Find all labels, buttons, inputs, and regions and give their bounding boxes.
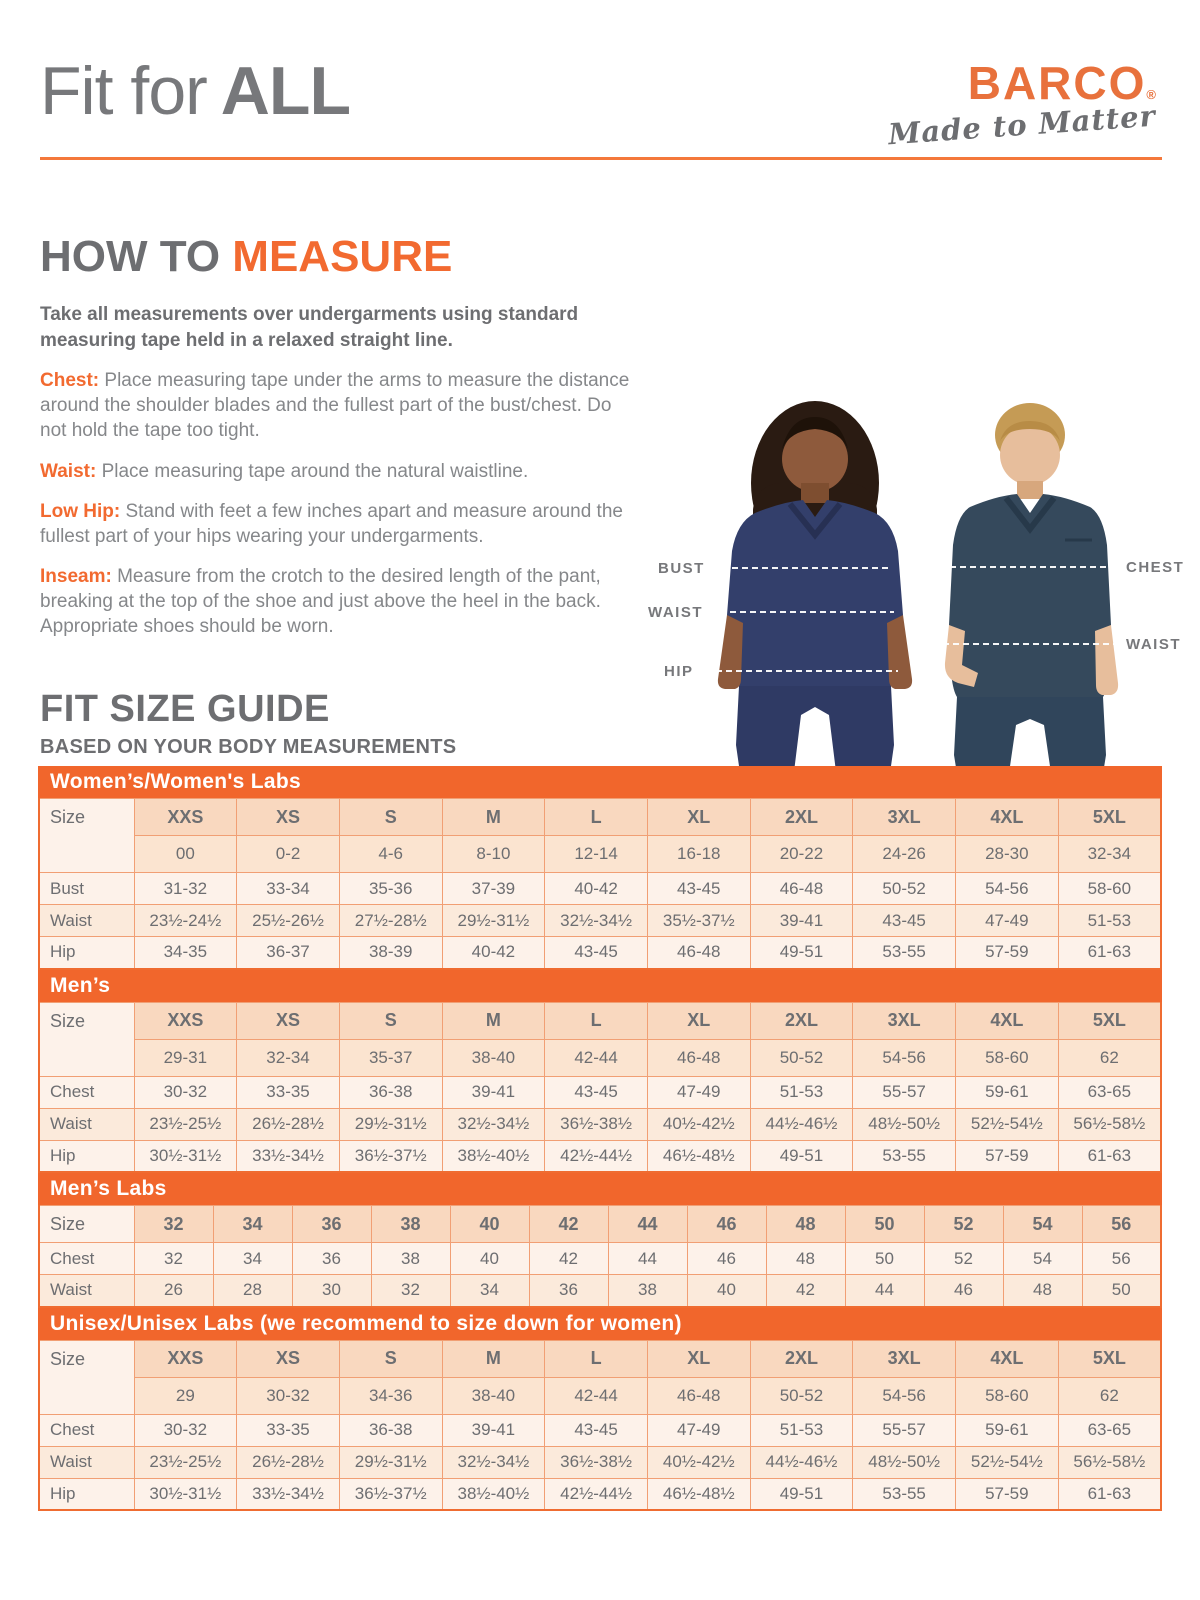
size-cell: 40½-42½ [647,1108,750,1140]
column-header: L [545,1340,648,1377]
row-label: Waist [39,905,134,937]
column-header: 42 [529,1206,608,1243]
table-row [39,1140,1161,1172]
table-banner: Unisex/Unisex Labs (we recommend to size down for women) [38,1308,1162,1340]
size-cell: 40 [687,1275,766,1307]
column-header: 5XL [1058,1002,1161,1039]
size-cell: 49-51 [750,937,853,969]
chest-label: CHEST [1126,559,1185,576]
size-cell: 49-51 [750,1478,853,1510]
column-header: XXS [134,1340,237,1377]
size-cell: 48 [766,1243,845,1275]
man-face [1000,425,1060,485]
column-header: 3XL [853,1002,956,1039]
man-right-forearm [1095,625,1118,695]
row-label-header: Size [39,799,134,873]
measure-item-inseam-text: Measure from the crotch to the desired length of the pant, breaking at the top of the shoe and just above the heel in the back. Appropriate shoes should be worn. [40,565,601,637]
sub-size-cell: 29 [134,1377,237,1414]
size-cell: 46-48 [647,937,750,969]
column-header: M [442,1340,545,1377]
size-cell: 36-37 [237,937,340,969]
size-cell: 33-35 [237,1076,340,1108]
sub-size-cell: 12-14 [545,836,648,873]
size-cell: 57-59 [956,1478,1059,1510]
size-cell: 53-55 [853,937,956,969]
sub-size-cell: 42-44 [545,1039,648,1076]
column-header: 5XL [1058,1340,1161,1377]
size-cell: 32½-34½ [442,1108,545,1140]
measure-item-waist-text: Place measuring tape around the natural waistline. [96,460,529,482]
size-cell: 58-60 [1058,873,1161,905]
size-cell: 40-42 [545,873,648,905]
sub-size-cell: 0-2 [237,836,340,873]
size-table-0 [38,766,1162,970]
size-cell: 47-49 [647,1076,750,1108]
column-header: 36 [292,1206,371,1243]
row-label: Bust [39,873,134,905]
woman-waist-label: WAIST [648,604,703,621]
size-cell: 53-55 [853,1478,956,1510]
column-header: L [545,1002,648,1039]
column-header: XS [237,1340,340,1377]
size-cell: 23½-25½ [134,1108,237,1140]
man-waist-label: WAIST [1126,636,1181,653]
size-cell: 43-45 [545,1076,648,1108]
sub-size-cell: 46-48 [647,1377,750,1414]
size-cell: 44½-46½ [750,1446,853,1478]
size-cell: 44½-46½ [750,1108,853,1140]
column-header: 44 [608,1206,687,1243]
size-cell: 30½-31½ [134,1140,237,1172]
size-cell: 51-53 [1058,905,1161,937]
size-cell: 43-45 [647,873,750,905]
row-label: Waist [39,1446,134,1478]
measure-item-waist-label: Waist: [40,460,97,482]
sub-size-cell: 54-56 [853,1377,956,1414]
row-label: Chest [39,1076,134,1108]
column-header: 52 [924,1206,1003,1243]
size-cell: 56½-58½ [1058,1446,1161,1478]
size-cell: 29½-31½ [442,905,545,937]
column-header: 34 [213,1206,292,1243]
size-cell: 43-45 [853,905,956,937]
row-label: Chest [39,1414,134,1446]
size-cell: 63-65 [1058,1076,1161,1108]
man-neck [1017,481,1043,499]
size-cell: 38 [608,1275,687,1307]
how-to-measure-title-gray: HOW TO [40,232,233,281]
size-cell: 37-39 [442,873,545,905]
sub-size-cell: 54-56 [853,1039,956,1076]
size-cell: 30½-31½ [134,1478,237,1510]
size-cell: 52½-54½ [956,1108,1059,1140]
size-cell: 42 [529,1243,608,1275]
measure-item-inseam [40,564,640,639]
row-label: Chest [39,1243,134,1275]
sub-size-cell: 30-32 [237,1377,340,1414]
size-cell: 35-36 [339,873,442,905]
column-header: 2XL [750,799,853,836]
size-cell: 46½-48½ [647,1140,750,1172]
size-cell: 36 [529,1275,608,1307]
size-cell: 36½-38½ [545,1446,648,1478]
row-label: Hip [39,937,134,969]
column-header: XS [237,1002,340,1039]
size-cell: 33½-34½ [237,1140,340,1172]
row-label: Waist [39,1108,134,1140]
size-cell: 39-41 [442,1414,545,1446]
page-title-light: Fit for [40,53,207,129]
column-header: XL [647,1002,750,1039]
size-cell: 42½-44½ [545,1140,648,1172]
size-cell: 38 [371,1243,450,1275]
size-cell: 36½-37½ [339,1140,442,1172]
brand-name: BARCO [967,57,1147,109]
sub-size-cell: 58-60 [956,1377,1059,1414]
size-cell: 35½-37½ [647,905,750,937]
size-cell: 25½-26½ [237,905,340,937]
column-header: XS [237,799,340,836]
size-cell: 47-49 [647,1414,750,1446]
size-cell: 46 [924,1275,1003,1307]
column-header: L [545,799,648,836]
size-cell: 46 [687,1243,766,1275]
column-header: M [442,1002,545,1039]
column-header: 54 [1003,1206,1082,1243]
measure-item-inseam-label: Inseam: [40,565,112,587]
column-header: 2XL [750,1340,853,1377]
size-cell: 40½-42½ [647,1446,750,1478]
size-cell: 44 [608,1243,687,1275]
size-table-1 [38,970,1162,1174]
size-cell: 36-38 [339,1076,442,1108]
size-cell: 61-63 [1058,1478,1161,1510]
size-cell: 30 [292,1275,371,1307]
sub-size-cell: 20-22 [750,836,853,873]
column-header: 4XL [956,799,1059,836]
sub-size-cell: 38-40 [442,1039,545,1076]
row-label: Hip [39,1140,134,1172]
size-cell: 51-53 [750,1414,853,1446]
size-cell: 29½-31½ [339,1446,442,1478]
size-cell: 57-59 [956,1140,1059,1172]
fit-size-guide-section [40,688,456,759]
size-cell: 30-32 [134,1076,237,1108]
size-cell: 23½-25½ [134,1446,237,1478]
row-label: Hip [39,1478,134,1510]
table-row [39,1414,1161,1446]
size-cell: 29½-31½ [339,1108,442,1140]
size-cell: 40-42 [442,937,545,969]
table-row [39,1275,1161,1307]
size-cell: 32½-34½ [442,1446,545,1478]
size-cell: 32 [134,1243,213,1275]
size-tables [38,766,1162,1511]
how-to-measure-title [40,232,640,282]
column-header: 3XL [853,1340,956,1377]
size-cell: 63-65 [1058,1414,1161,1446]
woman-right-forearm [887,615,912,689]
size-cell: 43-45 [545,1414,648,1446]
row-label: Waist [39,1275,134,1307]
sub-size-cell: 28-30 [956,836,1059,873]
measure-item-lowhip [40,499,640,549]
table-row [39,1478,1161,1510]
size-cell: 59-61 [956,1414,1059,1446]
sub-size-cell: 38-40 [442,1377,545,1414]
sub-size-cell: 00 [134,836,237,873]
size-cell: 36½-38½ [545,1108,648,1140]
table-row [39,1446,1161,1478]
size-cell: 61-63 [1058,937,1161,969]
measure-intro: Take all measurements over undergarments using standard measuring tape held in a relaxed straight line. [40,304,579,351]
page-title [40,52,350,130]
registered-mark-icon: ® [1146,87,1156,102]
size-cell: 30-32 [134,1414,237,1446]
woman-neck [801,483,829,503]
brand-tagline: Made to Matter [887,98,1157,152]
size-cell: 54-56 [956,873,1059,905]
size-cell: 38½-40½ [442,1478,545,1510]
table-row [39,937,1161,969]
size-cell: 55-57 [853,1414,956,1446]
size-cell: 39-41 [750,905,853,937]
size-cell: 33½-34½ [237,1478,340,1510]
measure-item-lowhip-text: Stand with feet a few inches apart and measure around the fullest part of your hips wearing your undergarments. [40,500,623,547]
size-cell: 57-59 [956,937,1059,969]
table-row [39,905,1161,937]
size-cell: 53-55 [853,1140,956,1172]
column-header: 2XL [750,1002,853,1039]
table-banner: Women’s/Women's Labs [38,766,1162,798]
size-cell: 48½-50½ [853,1446,956,1478]
size-cell: 46-48 [750,873,853,905]
size-cell: 46½-48½ [647,1478,750,1510]
column-header: 50 [845,1206,924,1243]
sub-size-cell: 50-52 [750,1377,853,1414]
size-cell: 28 [213,1275,292,1307]
size-cell: 54 [1003,1243,1082,1275]
size-table-2 [38,1173,1162,1308]
size-cell: 36-38 [339,1414,442,1446]
column-header: XL [647,799,750,836]
sub-size-cell: 16-18 [647,836,750,873]
column-header: 4XL [956,1002,1059,1039]
size-cell: 56 [1082,1243,1161,1275]
table-banner: Men’s [38,970,1162,1002]
hip-label: HIP [664,663,694,680]
table-row [39,1108,1161,1140]
table-row [39,1076,1161,1108]
measure-item-chest [40,368,640,443]
size-cell: 34 [450,1275,529,1307]
sub-size-cell: 42-44 [545,1377,648,1414]
column-header: 32 [134,1206,213,1243]
column-header: 48 [766,1206,845,1243]
sub-size-cell: 32-34 [237,1039,340,1076]
man-figure [945,403,1118,780]
column-header: S [339,1002,442,1039]
column-header: 38 [371,1206,450,1243]
brand-logo [887,57,1157,152]
size-cell: 39-41 [442,1076,545,1108]
sub-size-cell: 62 [1058,1377,1161,1414]
bust-label: BUST [658,560,705,577]
size-cell: 48 [1003,1275,1082,1307]
size-cell: 27½-28½ [339,905,442,937]
sub-size-cell: 58-60 [956,1039,1059,1076]
sub-size-cell: 8-10 [442,836,545,873]
size-cell: 42½-44½ [545,1478,648,1510]
size-cell: 52 [924,1243,1003,1275]
how-to-measure-section [40,232,640,639]
size-cell: 31-32 [134,873,237,905]
woman-figure [718,401,912,780]
size-cell: 33-34 [237,873,340,905]
column-header: XL [647,1340,750,1377]
size-cell: 23½-24½ [134,905,237,937]
how-to-measure-title-orange: MEASURE [232,232,453,281]
models-figure [640,383,1200,781]
size-cell: 44 [845,1275,924,1307]
size-cell: 47-49 [956,905,1059,937]
size-cell: 40 [450,1243,529,1275]
size-cell: 33-35 [237,1414,340,1446]
column-header: 56 [1082,1206,1161,1243]
measure-item-chest-label: Chest: [40,370,100,392]
size-cell: 52½-54½ [956,1446,1059,1478]
column-header: S [339,1340,442,1377]
row-label-header: Size [39,1340,134,1414]
column-header: 46 [687,1206,766,1243]
column-header: 40 [450,1206,529,1243]
table-row [39,873,1161,905]
size-cell: 50-52 [853,873,956,905]
size-cell: 55-57 [853,1076,956,1108]
column-header: 3XL [853,799,956,836]
size-cell: 61-63 [1058,1140,1161,1172]
size-cell: 34-35 [134,937,237,969]
size-cell: 26½-28½ [237,1108,340,1140]
sub-size-cell: 35-37 [339,1039,442,1076]
size-cell: 51-53 [750,1076,853,1108]
size-table-3 [38,1308,1162,1512]
size-cell: 36 [292,1243,371,1275]
size-cell: 43-45 [545,937,648,969]
size-cell: 48½-50½ [853,1108,956,1140]
size-cell: 26½-28½ [237,1446,340,1478]
measure-item-chest-text: Place measuring tape under the arms to measure the distance around the shoulder blades and the fullest part of the bust/chest. Do not hold the tape too tight. [40,370,630,442]
measure-item-waist [40,459,640,484]
column-header: XXS [134,1002,237,1039]
row-label-header: Size [39,1002,134,1076]
sub-size-cell: 32-34 [1058,836,1161,873]
table-row [39,1243,1161,1275]
size-cell: 32 [371,1275,450,1307]
size-cell: 56½-58½ [1058,1108,1161,1140]
page-title-bold: ALL [220,53,350,129]
size-cell: 50 [845,1243,924,1275]
column-header: M [442,799,545,836]
size-cell: 38½-40½ [442,1140,545,1172]
woman-left-forearm [718,615,743,689]
sub-size-cell: 46-48 [647,1039,750,1076]
size-cell: 42 [766,1275,845,1307]
sub-size-cell: 50-52 [750,1039,853,1076]
row-label-header: Size [39,1206,134,1243]
size-cell: 59-61 [956,1076,1059,1108]
woman-scrub-top [727,500,903,686]
sub-size-cell: 4-6 [339,836,442,873]
fit-size-guide-subtitle: BASED ON YOUR BODY MEASUREMENTS [40,736,457,758]
sub-size-cell: 34-36 [339,1377,442,1414]
column-header: S [339,799,442,836]
sub-size-cell: 24-26 [853,836,956,873]
size-cell: 36½-37½ [339,1478,442,1510]
size-cell: 26 [134,1275,213,1307]
sub-size-cell: 29-31 [134,1039,237,1076]
size-cell: 50 [1082,1275,1161,1307]
column-header: 5XL [1058,799,1161,836]
column-header: 4XL [956,1340,1059,1377]
fit-size-guide-title: FIT SIZE GUIDE [40,688,330,730]
size-cell: 49-51 [750,1140,853,1172]
size-cell: 32½-34½ [545,905,648,937]
size-cell: 34 [213,1243,292,1275]
column-header: XXS [134,799,237,836]
measure-item-lowhip-label: Low Hip: [40,500,121,522]
divider-rule [40,157,1162,160]
models-illustration [640,383,1200,781]
table-banner: Men’s Labs [38,1173,1162,1205]
size-cell: 38-39 [339,937,442,969]
sub-size-cell: 62 [1058,1039,1161,1076]
